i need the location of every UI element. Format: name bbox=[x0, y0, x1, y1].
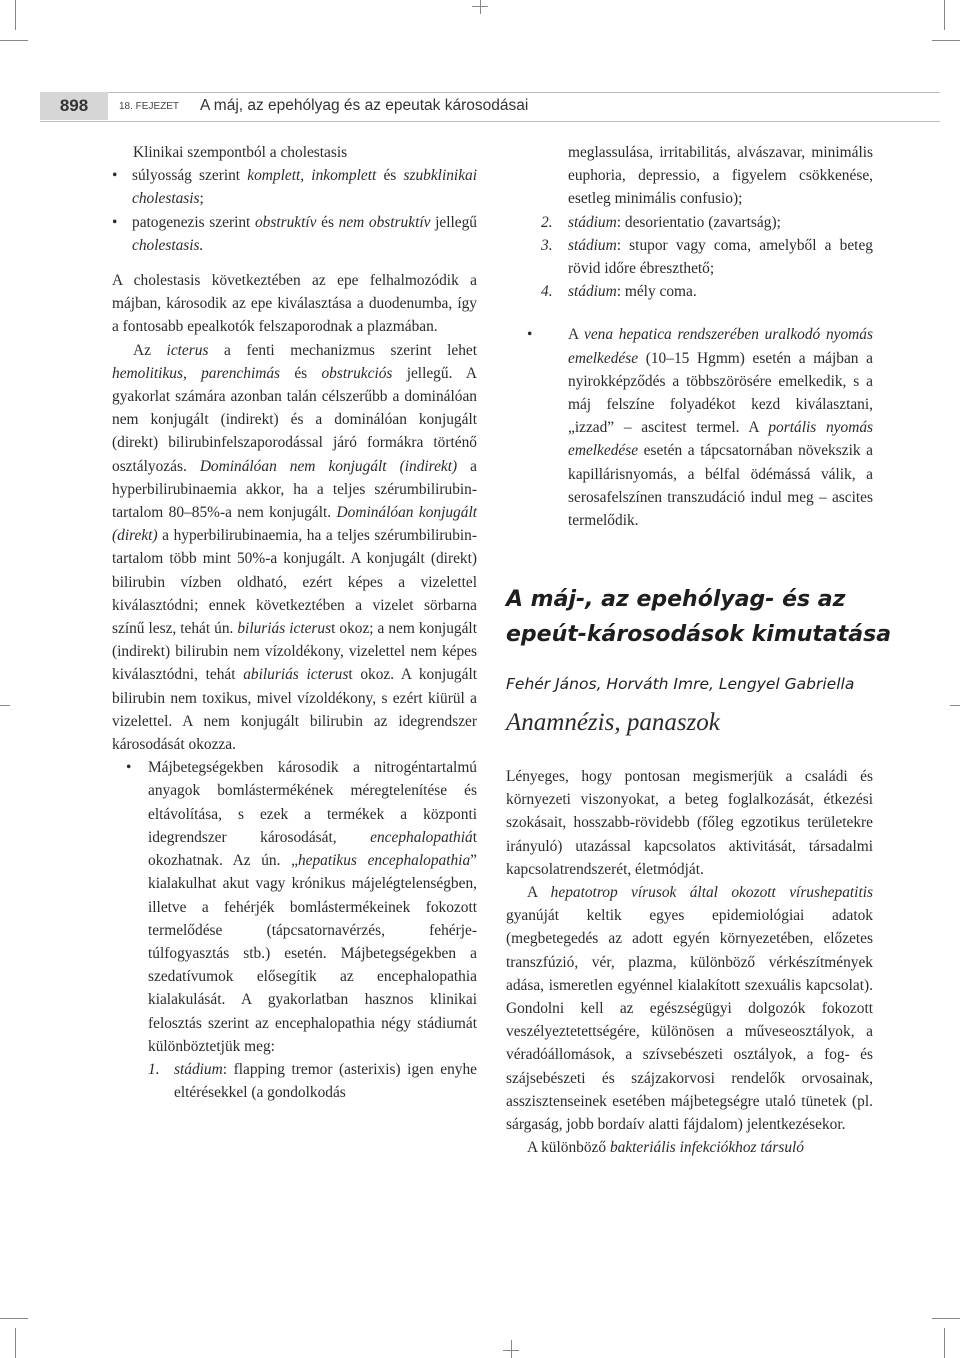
paragraph: A különböző bakteriális infekciókhoz társuló bbox=[527, 1139, 805, 1157]
paragraph: meglassulása, irritabilitás, alvászavar, minimális euphoria, depressio, a figyelem csökkenése, esetleg minimális confusio); bbox=[568, 144, 873, 208]
chapter-label: 18. FEJEZET bbox=[119, 101, 180, 112]
right-column-upper bbox=[527, 141, 874, 532]
bullet-item: • patogenezis szerint obstruktív és nem obstruktív jellegű cholestasis. bbox=[112, 211, 477, 257]
author-line: Fehér János, Horváth Imre, Lengyel Gabriella bbox=[506, 675, 855, 693]
subheading: Anamnézis, panaszok bbox=[506, 709, 720, 736]
intro-line: Klinikai szempontból a cholestasis bbox=[133, 144, 348, 161]
bullet-dot-icon: • bbox=[112, 167, 118, 185]
numbered-item: 4. stádium: mély coma. bbox=[541, 283, 697, 301]
left-column bbox=[112, 141, 477, 1104]
crop-mark bbox=[0, 1318, 28, 1319]
crop-mark bbox=[0, 705, 10, 706]
bullet-item: • A vena hepatica rendszerében uralkodó nyomás emelkedése (10–15 Hgmm) esetén a májban a nyirokképződés a többszörösére emelkedik, s a máj felszíne folyadékot kezd kiválasztani, „izzad” – ascitest termel. A portális nyomás emelkedése esetén a tápcsatornában növekszik a kapillárisnyomás, a bélfal ödémássá válik, a serosafelszínen transzudáció indul meg – ascites termelődik. bbox=[541, 323, 873, 532]
bullet-item: • súlyosság szerint komplett, inkomplett és szubklinikai cholestasis; bbox=[112, 164, 477, 210]
bullet-item: • Májbetegségekben károsodik a nitrogéntartalmú anyagok bomlástermékének méregtelenítése és eltávolítása, s ezek a termékek a központi idegrendszer károsodását, encephalopathiát okozhatnak. Az ún. „hepatikus encephalopathia” kialakulhat akut vagy krónikus májelégtelenségben, illetve a fehérjék bomlástermékeinek fokozott termelődése (tápcsatornavérzés, fehérje-túlfogyasztás stb.) esetén. Májbetegségekben a szedatívumok elősegítik az encephalopathia kialakulását. A gyakorlatban hasznos klinikai felosztás szerint az encephalopathia négy stádiumát különböztetjük meg: bbox=[112, 756, 477, 1058]
running-title: A máj, az epehólyag és az epeutak károsodásai bbox=[200, 97, 529, 114]
crop-mark bbox=[480, 0, 481, 14]
crop-mark bbox=[932, 40, 960, 41]
bullet-dot-icon: • bbox=[112, 213, 118, 231]
crop-mark bbox=[503, 1350, 519, 1351]
numbered-item: 2. stádium: desorientatio (zavartság); bbox=[541, 213, 781, 231]
crop-mark bbox=[15, 1328, 16, 1358]
section-title: A máj-, az epehólyag- és az epeút-károsodások kimutatása bbox=[506, 587, 892, 647]
right-column-lower bbox=[506, 765, 873, 1159]
crop-mark bbox=[932, 1318, 960, 1319]
page-number: 898 bbox=[40, 92, 108, 120]
paragraph: Az icterus a fenti mechanizmus szerint lehet hemolitikus, parenchimás és obstrukciós jellegű. A gyakorlat számára azonban talán célszerűbb a dominálóan nem konjugált (indirekt) és a dominálóan konjugált (direkt) bilirubinfelszaporodással járó formákra történő osztályozás. Dominálóan nem konjugált (indirekt) a hyperbilirubinaemia akkor, ha a teljes szérumbilirubin-tartalom 80–85%-a nem konjugált. Dominálóan konjugált (direkt) a hyperbilirubinaemia, ha a teljes szérumbilirubin-tartalom több mint 50%-a konjugált. A konjugált (direkt) bilirubin vízben oldható, ezért képes a vizelettel kiválasztódni; ennek következtében a vizelet sörbarna színű lesz, tehát ún. biluriás icterust okoz; a nem konjugált (indirekt) bilirubin nem vízoldékony, vizelettel nem képes kiválasztódni, tehát abiluriás icterust okoz. A konjugált bilirubin nem toxikus, mivel vízoldékony, s ezért kiürül a vizelettel. A nem konjugált bilirubin az idegrendszer károsodását okozza. bbox=[112, 341, 478, 754]
paragraph: Lényeges, hogy pontosan megismerjük a családi és környezeti viszonyokat, a beteg foglalkozását, étkezési szokásait, hosszabb-rövidebb (főleg egzotikus területekre irányuló) utazással kapcsolatos aktivitását, társadalmi kapcsolatrendszerét, életmódját. bbox=[506, 768, 873, 878]
bullet-dot-icon: • bbox=[527, 326, 533, 344]
numbered-item: 3. stádium: stupor vagy coma, amelyből a beteg rövid időre ébreszthető; bbox=[541, 236, 873, 278]
crop-mark bbox=[950, 705, 960, 706]
crop-mark bbox=[472, 6, 488, 7]
bullet-dot-icon: • bbox=[126, 759, 132, 777]
crop-mark bbox=[15, 0, 16, 30]
paragraph: A hepatotrop vírusok által okozott vírushepatitis gyanúját keltik egyes epidemiológiai adatok (megbetegedés az adott egyén környezetében, előzetes transzfúzió, vér, plazma, különböző vérkészítmények adása, ismeretlen egyénnel kialakított szexuális kapcsolat). Gondolni kell az egészségügyi dolgozók fokozott veszélyeztetettségére, különösen a műveseosztályok, a véradóállomások, a szívsebészeti osztályok, a fog- és szájsebészeti és szájzakorvosi rendelők orvosainak, asszisztenseinek esetében májbetegségre utaló tünetek (pl. sárgaság, jobb bordaív alatti fájdalom) jelentkezésekor. bbox=[506, 884, 873, 1134]
crop-mark bbox=[0, 40, 28, 41]
crop-mark bbox=[944, 0, 945, 30]
crop-mark bbox=[944, 1328, 945, 1358]
numbered-item: 1. stádium: flapping tremor (asterixis) igen enyhe eltérésekkel (a gondolkodás bbox=[148, 1060, 477, 1102]
paragraph: A cholestasis következtében az epe felhalmozódik a májban, károsodik az epe kiválasztása a duodenumba, így a fontosabb epealkotók felszaporodnak a plazmában. bbox=[112, 272, 477, 336]
page-header bbox=[0, 92, 960, 122]
crop-mark bbox=[511, 1340, 512, 1358]
